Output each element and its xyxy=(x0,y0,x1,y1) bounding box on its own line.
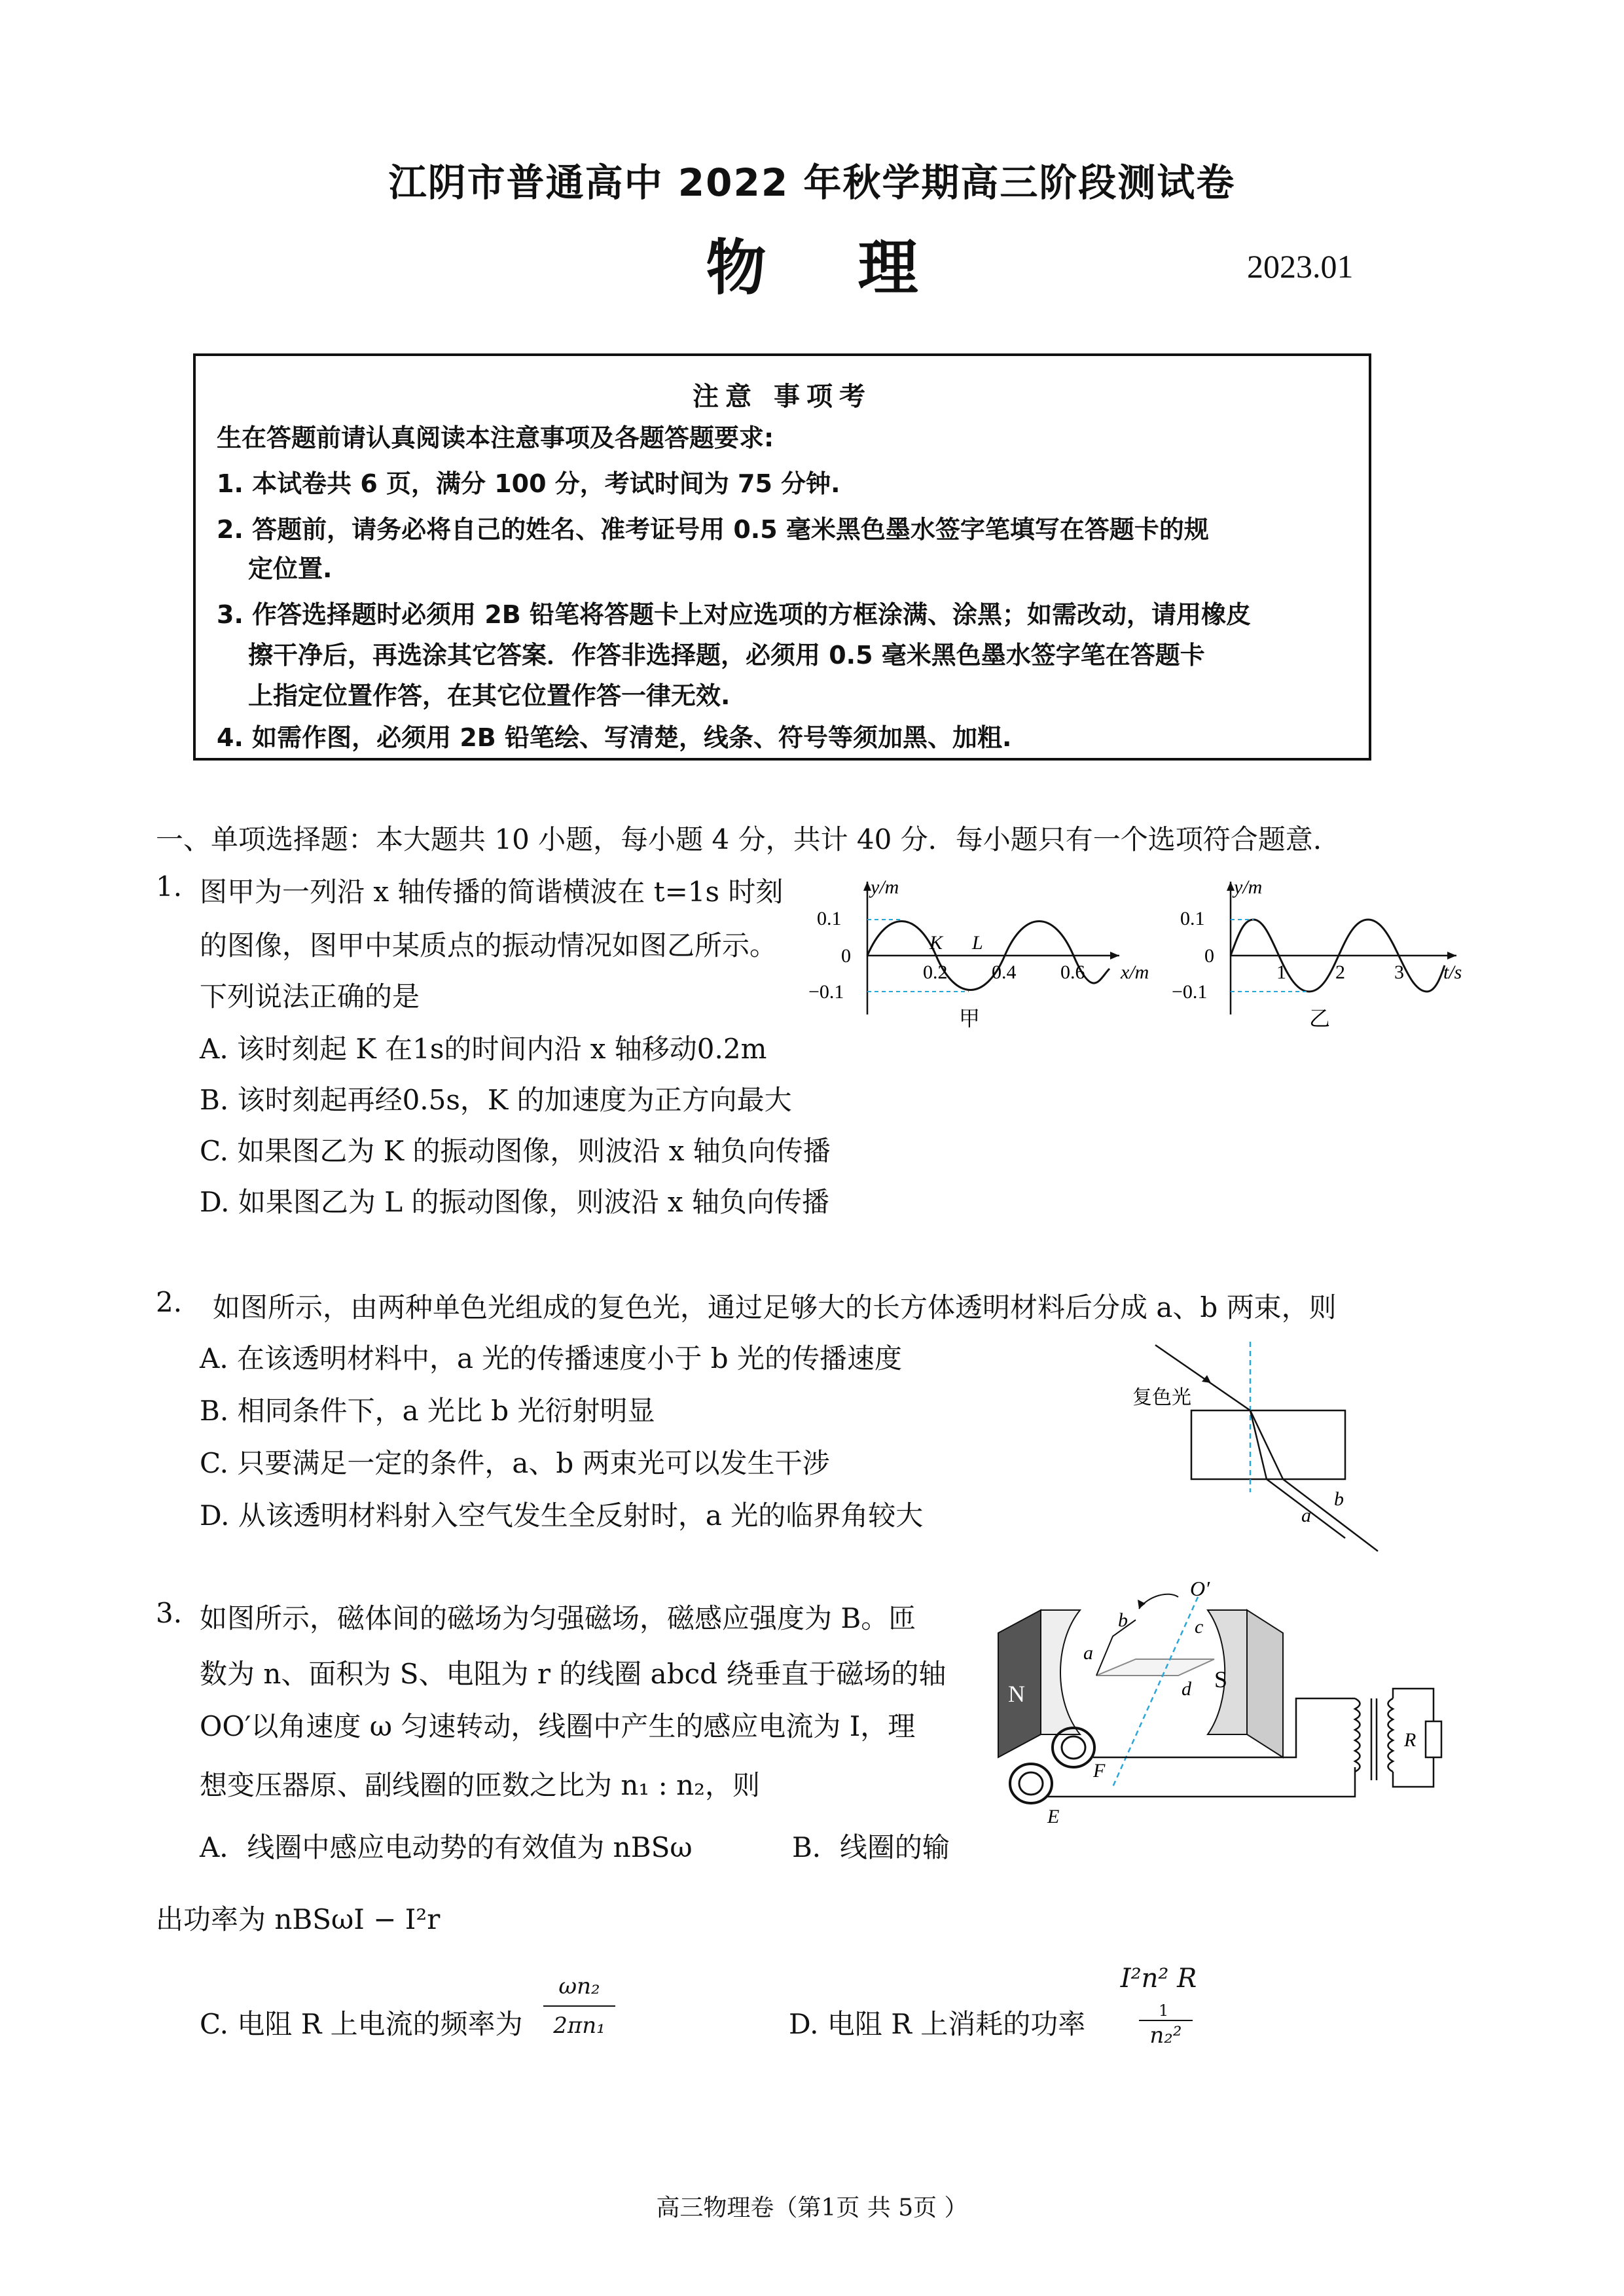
coil-a-label: a xyxy=(1083,1642,1093,1664)
section-heading: 一、单项选择题：本大题共 10 小题，每小题 4 分，共计 40 分．每小题只有一个选项符合题意. xyxy=(156,823,1322,855)
q3-c-numerator: ωn₂ xyxy=(558,1973,600,2000)
notice-line: 3. 作答选择题时必须用 2B 铅笔将答题卡上对应选项的方框涂满、涂黑；如需改动，请用橡皮 xyxy=(217,600,1251,629)
coil-c-label: c xyxy=(1195,1616,1204,1638)
q3-stem-line: 数为 n、面积为 S、电阻为 r 的线圈 abcd 绕垂直于磁场的轴 xyxy=(200,1658,947,1690)
jia-caption: 甲 xyxy=(959,1007,981,1030)
jia-xlabel: x/m xyxy=(1121,961,1149,983)
axis-o-prime-label: O′ xyxy=(1190,1577,1210,1600)
q1-option-d: D. 如果图乙为 L 的振动图像，则波沿 x 轴负向传播 xyxy=(200,1186,829,1218)
magnet-s-label: S xyxy=(1214,1666,1228,1693)
jia-ylabel: y/m xyxy=(871,876,899,898)
q3-d-sub: 1 xyxy=(1159,2001,1169,2020)
label-beam-a: a xyxy=(1301,1505,1311,1526)
brush-e-label: E xyxy=(1047,1806,1060,1827)
q3-option-d: D. 电阻 R 上消耗的功率 xyxy=(789,2008,1086,2040)
q2-number: 2. xyxy=(156,1286,183,1318)
q2-figure-prism xyxy=(1126,1335,1407,1558)
yi-ytick: 0 xyxy=(1204,945,1214,967)
jia-xtick: 0.4 xyxy=(992,961,1017,983)
label-beam-b: b xyxy=(1334,1488,1344,1510)
q1-option-c: C. 如果图乙为 K 的振动图像，则波沿 x 轴负向传播 xyxy=(200,1135,831,1167)
page-footer: 高三物理卷（第1页 共 5页 ） xyxy=(656,2195,968,2221)
yi-ytick: −0.1 xyxy=(1172,981,1208,1003)
coil-b-label: b xyxy=(1118,1609,1128,1631)
label-composite-light: 复色光 xyxy=(1132,1387,1191,1408)
yi-xlabel: t/s xyxy=(1443,961,1462,983)
yi-ytick: 0.1 xyxy=(1180,908,1205,929)
coil-d-label: d xyxy=(1182,1678,1191,1700)
q3-option-a: A．线圈中感应电动势的有效值为 nBSω xyxy=(200,1831,693,1863)
notice-box xyxy=(193,353,1371,761)
q3-number: 3. xyxy=(156,1597,183,1629)
q3-d-numerator: I²n² R xyxy=(1120,1964,1197,1994)
jia-point-k: K xyxy=(929,932,943,954)
jia-ytick: 0 xyxy=(841,945,851,967)
q2-option-a: A. 在该透明材料中，a 光的传播速度小于 b 光的传播速度 xyxy=(200,1342,903,1374)
resistor-r-label: R xyxy=(1404,1729,1416,1751)
q1-stem-line: 的图像，图甲中某质点的振动情况如图乙所示。 xyxy=(200,929,778,961)
jia-ytick: 0.1 xyxy=(817,908,842,929)
q1-figure-jia xyxy=(805,874,1159,1031)
yi-xtick: 3 xyxy=(1394,961,1404,983)
exam-date: 2023.01 xyxy=(1247,248,1354,285)
q3-figure-generator xyxy=(982,1571,1466,1846)
brush-f-label: F xyxy=(1093,1760,1106,1782)
notice-line: 1. 本试卷共 6 页，满分 100 分，考试时间为 75 分钟. xyxy=(217,469,840,498)
subject-title: 物理 xyxy=(706,233,1010,303)
q3-stem-line: 想变压器原、副线圈的匝数之比为 n₁ : n₂，则 xyxy=(200,1769,760,1801)
q1-figure-yi xyxy=(1168,874,1476,1031)
jia-xtick: 0.6 xyxy=(1060,961,1085,983)
q1-stem-line: 图甲为一列沿 x 轴传播的简谐横波在 t=1s 时刻 xyxy=(200,876,784,908)
jia-xtick: 0.2 xyxy=(923,961,948,983)
yi-caption: 乙 xyxy=(1309,1007,1331,1030)
q3-stem-line: 如图所示，磁体间的磁场为匀强磁场，磁感应强度为 B。匝 xyxy=(200,1602,916,1634)
q1-number: 1. xyxy=(156,870,183,903)
notice-title: 注意 事项考 xyxy=(693,382,872,412)
yi-xtick: 1 xyxy=(1276,961,1286,983)
jia-ytick: −0.1 xyxy=(808,981,844,1003)
q3-option-b-cont: 出功率为 nBSωI − I²r xyxy=(156,1903,441,1935)
q3-c-fraction-bar xyxy=(543,2005,615,2007)
q3-d-denominator: n₂² xyxy=(1149,2022,1182,2049)
q1-stem-line: 下列说法正确的是 xyxy=(200,980,420,1013)
q2-option-b: B. 相同条件下，a 光比 b 光衍射明显 xyxy=(200,1395,655,1427)
notice-line: 上指定位置作答，在其它位置作答一律无效. xyxy=(248,681,731,710)
q3-option-b: B．线圈的输 xyxy=(792,1831,950,1863)
notice-line: 4. 如需作图，必须用 2B 铅笔绘、写清楚，线条、符号等须加黑、加粗. xyxy=(217,723,1012,752)
q1-option-b: B. 该时刻起再经0.5s，K 的加速度为正方向最大 xyxy=(200,1084,792,1116)
notice-line: 生在答题前请认真阅读本注意事项及各题答题要求: xyxy=(217,423,774,452)
q3-option-c: C. 电阻 R 上电流的频率为 xyxy=(200,2008,523,2040)
q2-option-d: D. 从该透明材料射入空气发生全反射时，a 光的临界角较大 xyxy=(200,1499,924,1532)
magnet-n-label: N xyxy=(1008,1681,1025,1707)
notice-line: 2. 答题前，请务必将自己的姓名、准考证号用 0.5 毫米黑色墨水签字笔填写在答题卡的规 xyxy=(217,515,1209,544)
q3-c-denominator: 2πn₁ xyxy=(553,2013,605,2039)
notice-line: 擦干净后，再选涂其它答案．作答非选择题，必须用 0.5 毫米黑色墨水签字笔在答题卡 xyxy=(248,641,1205,670)
yi-xtick: 2 xyxy=(1335,961,1345,983)
q1-option-a: A. 该时刻起 K 在1s的时间内沿 x 轴移动0.2m xyxy=(200,1033,767,1065)
exam-title: 江阴市普通高中 2022 年秋学期高三阶段测试卷 xyxy=(388,160,1236,205)
q3-d-fraction-bar xyxy=(1139,2020,1193,2021)
yi-ylabel: y/m xyxy=(1234,876,1263,898)
q3-stem-line: OO′以角速度 ω 匀速转动，线圈中产生的感应电流为 I，理 xyxy=(200,1710,916,1742)
q2-stem: 如图所示，由两种单色光组成的复色光，通过足够大的长方体透明材料后分成 a、b 两束，则 xyxy=(213,1291,1337,1323)
q2-option-c: C. 只要满足一定的条件，a、b 两束光可以发生干涉 xyxy=(200,1447,830,1479)
notice-line: 定位置. xyxy=(248,554,333,583)
jia-point-l: L xyxy=(972,932,983,954)
